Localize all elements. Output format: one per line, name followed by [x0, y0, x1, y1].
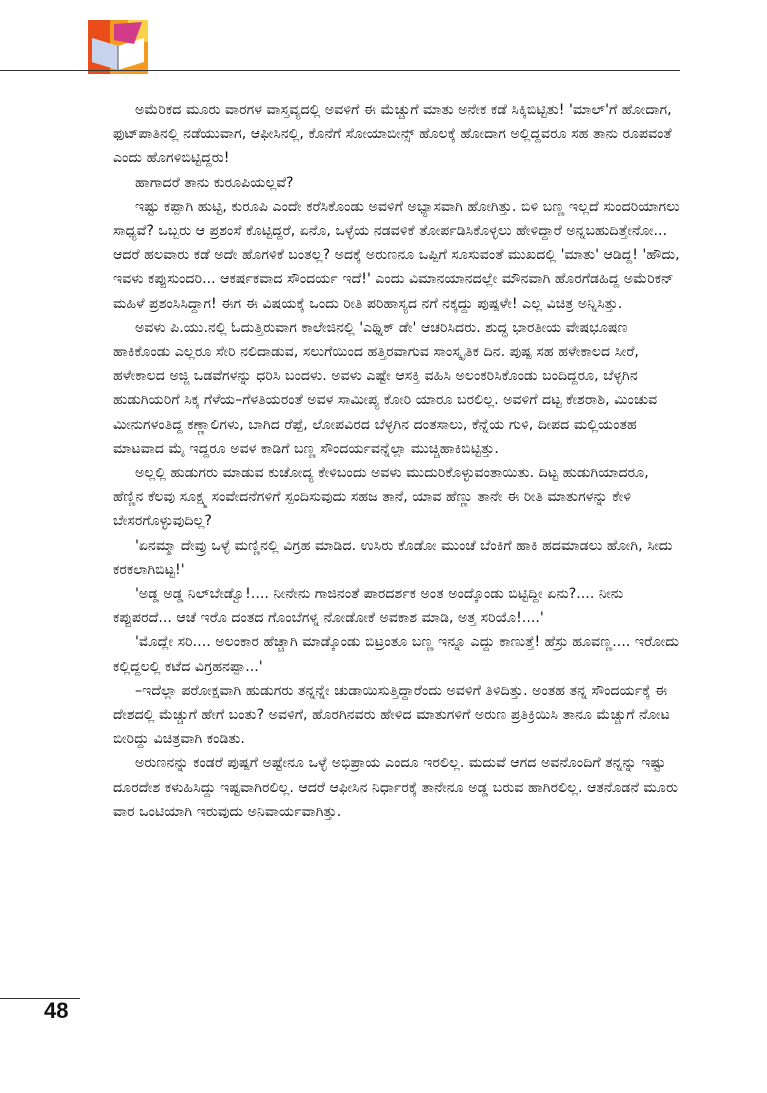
paragraph: 'ಏನಮ್ಮಾ ದೇವ್ರು ಒಳ್ಳೆ ಮಣ್ಣಿನಲ್ಲಿ ವಿಗ್ರಹ ಮಾಡಿದ. ಉಸಿರು ಕೊಡೋ ಮುಂಚೆ ಬೆಂಕಿಗೆ ಹಾಕಿ ಹದಮಾಡಲು ಹೋಗಿ, ಸೀದು ಕರಕಲಾಗಿಬಿಟ್ಟ!'	[113, 537, 673, 578]
paragraph: 'ಅಡ್ಡ ಅಡ್ಡ ನಿಲ್‌ಬೇಡ್ವೊ!.... ನೀನೇನು ಗಾಜಿನಂತೆ ಪಾರದರ್ಶಕ ಅಂತ ಅಂದ್ಕೊಂಡು ಬಿಟ್ಟಿದ್ದೀ ಏನು?.... ನೀನು ಕಪ್ಪುಪರದೆ... ಆಚೆ ಇರೊ ದಂತದ ಗೊಂಬೆಗಳ್ನ ನೋಡೋಕೆ ಅವಕಾಶ ಮಾಡಿ, ಅತ್ತ ಸರಿಯೊ!....'	[113, 586, 624, 627]
paragraph: 'ಮೊದ್ಲೇ ಸರಿ.... ಅಲಂಕಾರ ಹೆಚ್ಚಾಗಿ ಮಾಡ್ಕೊಂಡು ಬಿಟ್ರಂತೂ ಬಣ್ಣ ಇನ್ನೂ ಎದ್ದು ಕಾಣುತ್ತೆ! ಹೆಸ್ರು ಹೂವಣ್ಣ.... ಇರೋದು ಕಲ್ಲಿದ್ದಲಲ್ಲಿ ಕಟೆದ ವಿಗ್ರಹನಪ್ಪಾ...'	[113, 634, 679, 675]
paragraph: ಹಾಗಾದರೆ ತಾನು ಕುರೂಪಿಯಲ್ಲವೆ?	[135, 174, 294, 191]
paragraph: –ಇದೆಲ್ಲಾ ಪರೋಕ್ಷವಾಗಿ ಹುಡುಗರು ತನ್ನನ್ನೇ ಚುಡಾಯಿಸುತ್ತಿದ್ದಾರೆಂದು ಅವಳಿಗೆ ತಿಳಿದಿತ್ತು. ಅಂತಹ ತನ್ನ ಸೌಂದರ್ಯಕ್ಕೆ ಈ ದೇಶದಲ್ಲಿ ಮೆಚ್ಚುಗೆ ಹೇಗೆ ಬಂತು? ಅವಳಿಗೆ, ಹೊರಗಿನವರು ಹೇಳಿದ ಮಾತುಗಳಿಗೆ ಅರುಣ ಪ್ರತಿಕ್ರಿಯಿಸಿ ತಾನೂ ಮೆಚ್ಚುಗೆ ನೋಟ ಬೀರಿದ್ದು ವಿಚಿತ್ರವಾಗಿ ಕಂಡಿತು.	[113, 682, 670, 748]
paragraph: ಅರುಣನನ್ನು ಕಂಡರೆ ಪುಷ್ಪಗೆ ಅಷ್ಟೇನೂ ಒಳ್ಳೆ ಅಭಿಪ್ರಾಯ ಎಂದೂ ಇರಲಿಲ್ಲ. ಮದುವೆ ಆಗದ ಅವನೊಂದಿಗೆ ತನ್ನನ್ನು ಇಷ್ಟು ದೂರದೇಶ ಕಳುಹಿಸಿದ್ದು ಇಷ್ಟವಾಗಿರಲಿಲ್ಲ. ಆದರೆ ಆಫೀಸಿನ ನಿರ್ಧಾರಕ್ಕೆ ತಾನೇನೂ ಅಡ್ಡ ಬರುವ ಹಾಗಿರಲಿಲ್ಲ. ಆತನೊಡನೆ ಮೂರು ವಾರ ಒಂಟಿಯಾಗಿ ಇರುವುದು ಅನಿವಾರ್ಯವಾಗಿತ್ತು.	[113, 755, 678, 820]
header-rule	[0, 70, 680, 71]
page-number: 48	[44, 998, 69, 1023]
paragraph: ಅಲ್ಲಲ್ಲಿ ಹುಡುಗರು ಮಾಡುವ ಕುಚೋದ್ಯ ಕೇಳಿಬಂದು ಅವಳು ಮುದುರಿಕೊಳ್ಳುವಂತಾಯಿತು. ದಿಟ್ಟ ಹುಡುಗಿಯಾದರೂ, ಹೆಣ್ಣಿನ ಕೆಲವು ಸೂಕ್ಷ್ಮ ಸಂವೇದನೆಗಳಿಗೆ ಸ್ಪಂದಿಸುವುದು ಸಹಜ ತಾನೆ, ಯಾವ ಹೆಣ್ಣು ತಾನೇ ಈ ರೀತಿ ಮಾತುಗಳನ್ನು ಕೇಳಿ ಬೇಸರಗೊಳ್ಳುವುದಿಲ್ಲ?	[113, 465, 649, 530]
paragraph: ಇಷ್ಟು ಕಪ್ಪಾಗಿ ಹುಟ್ಟಿ, ಕುರೂಪಿ ಎಂದೇ ಕರೆಸಿಕೊಂಡು ಅವಳಿಗೆ ಅಭ್ಯಾಸವಾಗಿ ಹೋಗಿತ್ತು. ಬಿಳಿ ಬಣ್ಣ ಇಲ್ಲದೆ ಸುಂದರಿಯಾಗಲು ಸಾಧ್ಯವೆ? ಒಬ್ಬರು ಆ ಪ್ರಶಂಸೆ ಕೊಟ್ಟಿದ್ದರೆ, ಏನೊ, ಒಳ್ಳೆಯ ನಡವಳಿಕೆ ತೋರ್ಪಡಿಸಿಕೊಳ್ಳಲು ಹೇಳಿದ್ದಾರೆ ಅನ್ನಬಹುದಿತ್ತೇನೋ... ಆದರೆ ಹಲವಾರು ಕಡೆ ಅದೇ ಹೊಗಳಿಕೆ ಬಂತಲ್ಲ? ಅದಕ್ಕೆ ಅರುಣನೂ ಒಪ್ಪಿಗೆ ಸೂಸುವಂತೆ ಮುಖದಲ್ಲಿ 'ಮಾತು' ಆಡಿದ್ದ! 'ಹೌದು, ಇವಳು ಕಪ್ಪುಸುಂದರಿ... ಆಕರ್ಷಕವಾದ ಸೌಂದರ್ಯ ಇದೆ!' ಎಂದು ವಿಮಾನಯಾನದಲ್ಲೇ ಮೌನವಾಗಿ ಹೊರಗೆಡಹಿದ್ದ ಅಮೆರಿಕನ್ ಮಹಿಳೆ ಪ್ರಶಂಸಿಸಿದ್ದಾಗ! ಈಗ ಈ ವಿಷಯಕ್ಕೆ ಒಂದು ರೀತಿ ಪರಿಹಾಸ್ಯದ ನಗೆ ನಕ್ಕದ್ದು ಪುಷ್ಪಳೇ! ಎಲ್ಲ ವಿಚಿತ್ರ ಅನ್ನಿಸಿತ್ತು.	[113, 198, 680, 312]
paragraph: ಅವಳು ಪಿ.ಯು.ನಲ್ಲಿ ಓದುತ್ತಿರುವಾಗ ಕಾಲೇಜಿನಲ್ಲಿ 'ಎಥ್ನಿಕ್ ಡೇ' ಆಚರಿಸಿದರು. ಶುದ್ಧ ಭಾರತೀಯ ವೇಷಭೂಷಣ ಹಾಕಿಕೊಂಡು ಎಲ್ಲರೂ ಸೇರಿ ನಲಿದಾಡುವ, ಸಲುಗೆಯಿಂದ ಹತ್ತಿರವಾಗುವ ಸಾಂಸ್ಕೃತಿಕ ದಿನ. ಪುಷ್ಪ ಸಹ ಹಳೇಕಾಲದ ಸೀರೆ, ಹಳೇಕಾಲದ ಅಜ್ಜಿ ಒಡವೆಗಳನ್ನು ಧರಿಸಿ ಬಂದಳು. ಅವಳು ಎಷ್ಟೇ ಆಸಕ್ತಿ ವಹಿಸಿ ಅಲಂಕರಿಸಿಕೊಂಡು ಬಂದಿದ್ದರೂ, ಬೆಳ್ಳಗಿನ ಹುಡುಗಿಯರಿಗೆ ಸಿಕ್ಕ ಗೆಳೆಯ–ಗೆಳತಿಯರಂತೆ ಅವಳ ಸಾಮೀಪ್ಯ ಕೋರಿ ಯಾರೂ ಬರಲಿಲ್ಲ. ಅವಳಿಗೆ ದಟ್ಟ ಕೇಶರಾಶಿ, ಮಿಂಚುವ ಮೀನುಗಳಂತಿದ್ದ ಕಣ್ಣಾಲಿಗಳು, ಬಾಗಿದ ರೆಪ್ಪೆ, ಲೋಪವಿರದ ಬೆಳ್ಳಗಿನ ದಂತಸಾಲು, ಕೆನ್ನೆಯ ಗುಳಿ, ದೀಪದ ಮಲ್ಲಿಯಂತಹ ಮಾಟವಾದ ಮೈ ಇದ್ದರೂ ಅವಳ ಕಾಡಿಗೆ ಬಣ್ಣ ಸೌಂದರ್ಯವನ್ನೆಲ್ಲಾ ಮುಚ್ಚಿಹಾಕಿಬಿಟ್ಟಿತ್ತು.	[113, 319, 658, 457]
paragraph: ಅಮೆರಿಕದ ಮೂರು ವಾರಗಳ ವಾಸ್ತವ್ಯದಲ್ಲಿ ಅವಳಿಗೆ ಈ ಮೆಚ್ಚುಗೆ ಮಾತು ಅನೇಕ ಕಡೆ ಸಿಕ್ಕಿಬಿಟ್ಟಿತು! 'ಮಾಲ್'ಗೆ ಹೋದಾಗ, ಫುಟ್‌ಪಾತಿನಲ್ಲಿ ನಡೆಯುವಾಗ, ಆಫೀಸಿನಲ್ಲಿ, ಕೊನೆಗೆ ಸೋಯಾಬೀನ್ಸ್ ಹೊಲಕ್ಕೆ ಹೋದಾಗ ಅಲ್ಲಿದ್ದವರೂ ಸಹ ತಾನು ರೂಪವಂತೆ ಎಂದು ಹೊಗಳಿಬಿಟ್ಟಿದ್ದರು!	[113, 102, 672, 167]
page-text	[113, 98, 683, 824]
open-book-icon	[84, 18, 156, 76]
